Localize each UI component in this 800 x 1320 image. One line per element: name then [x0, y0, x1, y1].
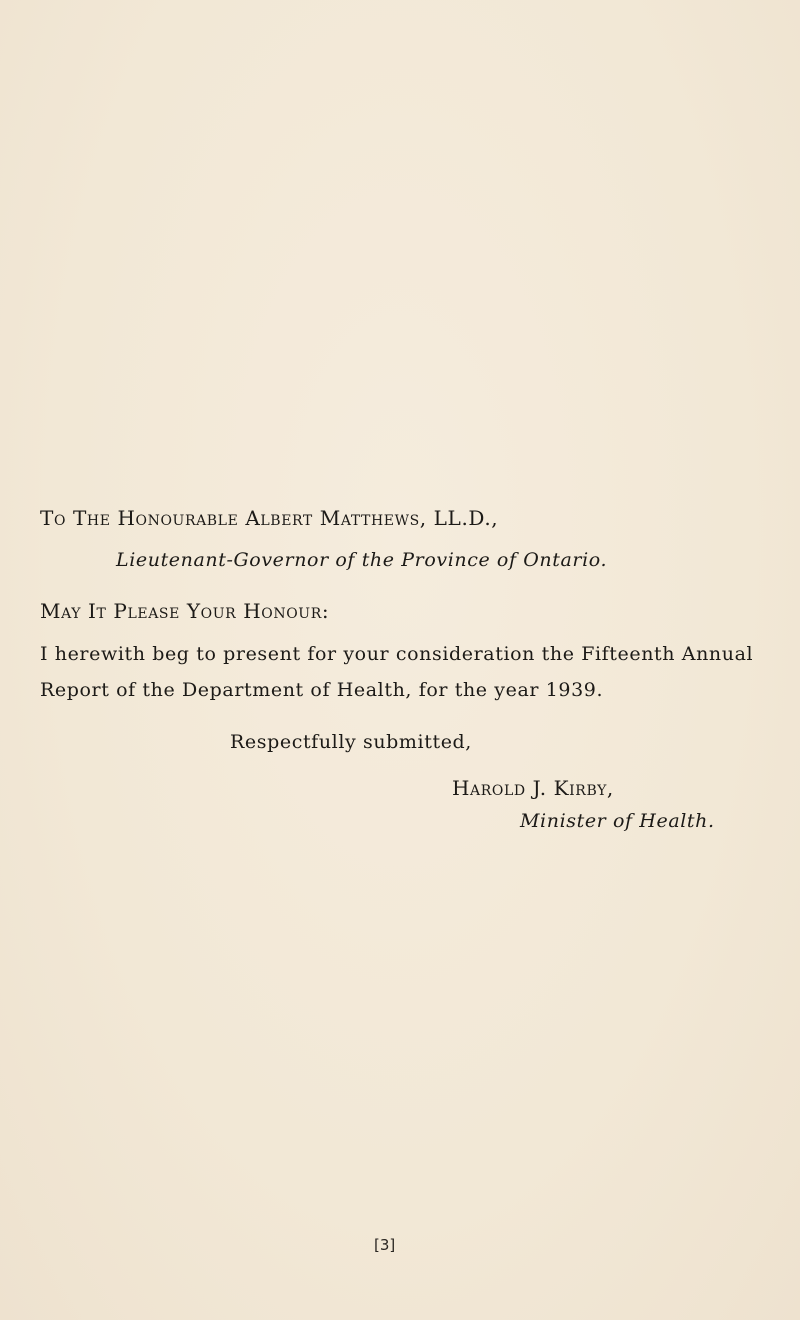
addressee-line: To The Honourable Albert Matthews, LL.D.,: [40, 506, 499, 530]
addressee-title: Lieutenant-Governor of the Province of Ontario.: [116, 549, 608, 571]
signatory-name: Harold J. Kirby,: [452, 776, 614, 800]
closing: Respectfully submitted,: [230, 731, 472, 753]
salutation: May It Please Your Honour:: [40, 599, 330, 623]
body-text-line-2: Report of the Department of Health, for the year 1939.: [40, 679, 604, 701]
page-number: [3]: [374, 1236, 396, 1254]
signatory-title: Minister of Health.: [520, 810, 715, 832]
body-text-line-1: I herewith beg to present for your consideration the Fifteenth Annual: [40, 643, 754, 665]
